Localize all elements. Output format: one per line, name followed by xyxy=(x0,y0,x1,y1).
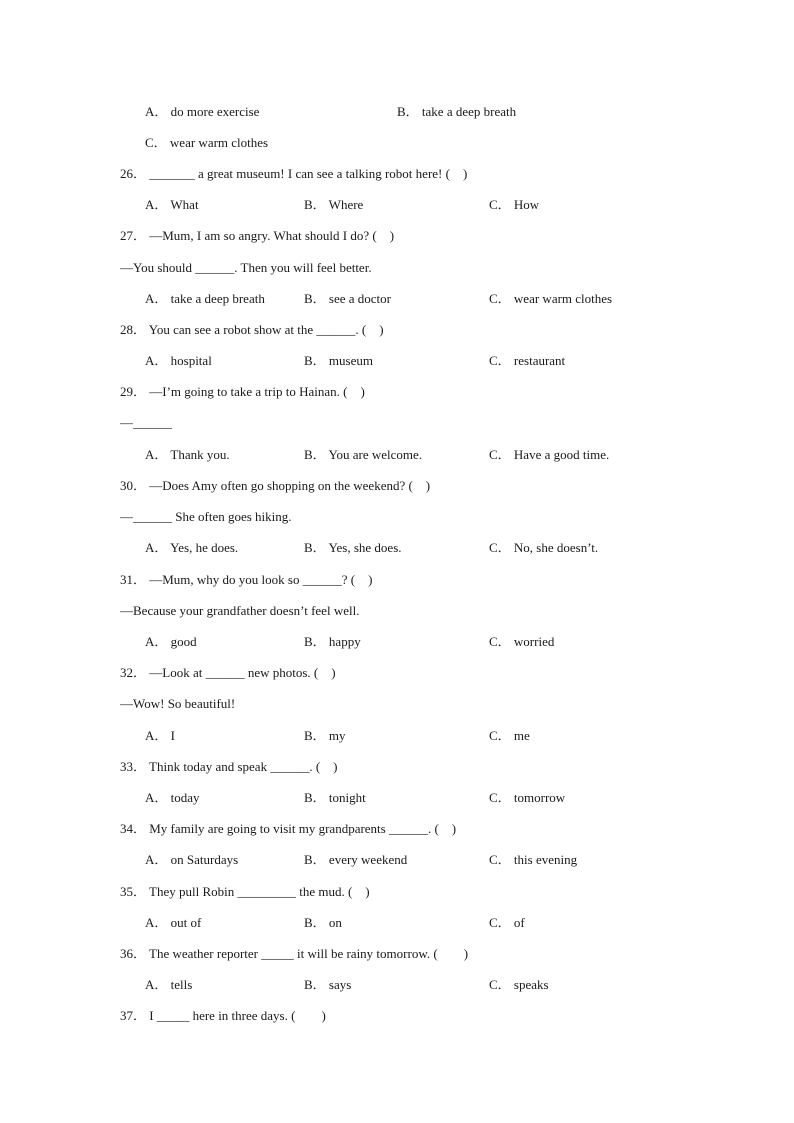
question-stem: 27． —Mum, I am so angry. What should I do? ( ) xyxy=(120,228,395,243)
option-c: C． restaurant xyxy=(489,353,566,368)
option-b: B． museum xyxy=(304,353,373,368)
question-stem: 30． —Does Amy often go shopping on the weekend? ( ) xyxy=(120,478,431,493)
question-stem: 35． They pull Robin _________ the mud. ( ) xyxy=(120,884,370,899)
option-a: A． do more exercise xyxy=(145,104,260,119)
option-b: B． happy xyxy=(304,634,361,649)
option-a: A． out of xyxy=(145,915,202,930)
question-stem: 29． —I’m going to take a trip to Hainan. ( ) xyxy=(120,384,365,399)
question-stem: 31． —Mum, why do you look so ______? ( ) xyxy=(120,572,373,587)
option-a: A． Yes, he does. xyxy=(145,540,239,555)
option-b: B． tonight xyxy=(304,790,366,805)
option-a: A． take a deep breath xyxy=(145,291,265,306)
option-c: C． wear warm clothes xyxy=(145,135,269,150)
option-b: B． take a deep breath xyxy=(397,104,517,119)
question-stem: 28． You can see a robot show at the ______. ( ) xyxy=(120,322,384,337)
option-c: C． speaks xyxy=(489,977,549,992)
option-b: B． my xyxy=(304,728,346,743)
option-a: A． tells xyxy=(145,977,193,992)
dialog-line: —You should ______. Then you will feel better. xyxy=(120,260,372,275)
option-c: C． No, she doesn’t. xyxy=(489,540,599,555)
dialog-line: —Because your grandfather doesn’t feel well. xyxy=(120,603,360,618)
option-b: B． Where xyxy=(304,197,364,212)
option-a: A． Thank you. xyxy=(145,447,230,462)
dialog-line: —Wow! So beautiful! xyxy=(120,696,236,711)
option-c: C． tomorrow xyxy=(489,790,566,805)
question-stem: 37． I _____ here in three days. ( ) xyxy=(120,1008,326,1023)
option-a: A． What xyxy=(145,197,199,212)
option-b: B． You are welcome. xyxy=(304,447,423,462)
option-c: C． Have a good time. xyxy=(489,447,610,462)
option-a: A． I xyxy=(145,728,175,743)
option-b: B． says xyxy=(304,977,352,992)
option-a: A． today xyxy=(145,790,200,805)
option-b: B． Yes, she does. xyxy=(304,540,402,555)
question-stem: 33． Think today and speak ______. ( ) xyxy=(120,759,338,774)
option-c: C． me xyxy=(489,728,530,743)
option-c: C． worried xyxy=(489,634,555,649)
option-c: C． of xyxy=(489,915,525,930)
dialog-line: —______ xyxy=(120,415,172,430)
question-stem: 34． My family are going to visit my grandparents ______. ( ) xyxy=(120,821,457,836)
option-c: C． wear warm clothes xyxy=(489,291,613,306)
question-stem: 36． The weather reporter _____ it will be rainy tomorrow. ( ) xyxy=(120,946,469,961)
dialog-line: —______ She often goes hiking. xyxy=(120,509,292,524)
question-stem: 32． —Look at ______ new photos. ( ) xyxy=(120,665,336,680)
option-b: B． see a doctor xyxy=(304,291,392,306)
option-a: A． hospital xyxy=(145,353,212,368)
option-b: B． every weekend xyxy=(304,852,408,867)
option-c: C． this evening xyxy=(489,852,578,867)
question-stem: 26． _______ a great museum! I can see a talking robot here! ( ) xyxy=(120,166,468,181)
option-a: A． on Saturdays xyxy=(145,852,239,867)
option-a: A． good xyxy=(145,634,197,649)
option-c: C． How xyxy=(489,197,540,212)
option-b: B． on xyxy=(304,915,342,930)
